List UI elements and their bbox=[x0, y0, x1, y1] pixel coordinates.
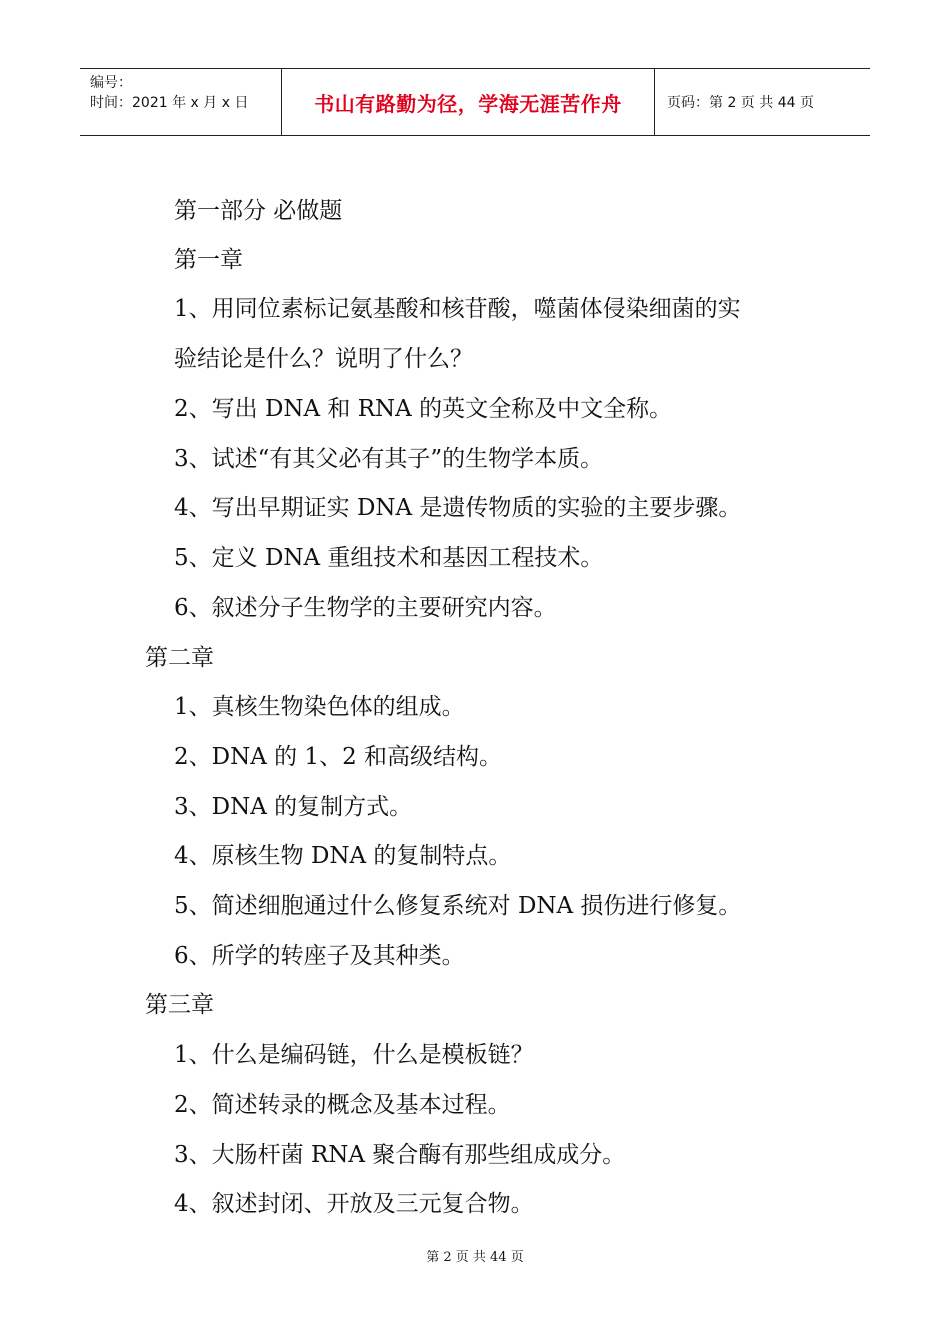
ch2-question-1: 1、真核生物染色体的组成。 bbox=[174, 694, 465, 720]
document-date: 时间：2021 年 x 月 x 日 bbox=[90, 95, 249, 111]
chapter-2-title: 第二章 bbox=[145, 645, 214, 671]
ch1-question-1-line-1: 1、用同位素标记氨基酸和核苷酸，噬菌体侵染细菌的实 bbox=[174, 296, 741, 322]
ch2-question-6: 6、所学的转座子及其种类。 bbox=[174, 943, 465, 969]
page-footer: 第 2 页 共 44 页 bbox=[426, 1250, 524, 1265]
header-meta-cell bbox=[80, 69, 282, 135]
ch1-question-4: 4、写出早期证实 DNA 是遗传物质的实验的主要步骤。 bbox=[174, 495, 742, 521]
ch1-question-2: 2、写出 DNA 和 RNA 的英文全称及中文全称。 bbox=[174, 396, 673, 422]
ch3-question-3: 3、大肠杆菌 RNA 聚合酶有那些组成成分。 bbox=[174, 1142, 626, 1168]
page-header bbox=[80, 68, 870, 136]
ch2-question-3: 3、DNA 的复制方式。 bbox=[174, 794, 413, 820]
document-number-label: 编号： bbox=[90, 75, 132, 91]
ch1-question-3: 3、试述“有其父必有其子”的生物学本质。 bbox=[174, 446, 604, 472]
ch1-question-1-line-2: 验结论是什么？说明了什么？ bbox=[174, 346, 473, 372]
ch3-question-1: 1、什么是编码链，什么是模板链？ bbox=[174, 1042, 534, 1068]
part-title: 第一部分 必做题 bbox=[174, 198, 343, 224]
chapter-3-title: 第三章 bbox=[145, 992, 214, 1018]
chapter-1-title: 第一章 bbox=[174, 247, 243, 273]
ch2-question-4: 4、原核生物 DNA 的复制特点。 bbox=[174, 843, 512, 869]
header-motto: 书山有路勤为径，学海无涯苦作舟 bbox=[282, 69, 655, 135]
ch2-question-5: 5、简述细胞通过什么修复系统对 DNA 损伤进行修复。 bbox=[174, 893, 742, 919]
ch3-question-2: 2、简述转录的概念及基本过程。 bbox=[174, 1092, 511, 1118]
ch2-question-2: 2、DNA 的 1、2 和高级结构。 bbox=[174, 744, 503, 770]
ch3-question-4: 4、叙述封闭、开放及三元复合物。 bbox=[174, 1191, 534, 1217]
header-page-info: 页码：第 2 页 共 44 页 bbox=[667, 95, 814, 111]
ch1-question-5: 5、定义 DNA 重组技术和基因工程技术。 bbox=[174, 545, 604, 571]
ch1-question-6: 6、叙述分子生物学的主要研究内容。 bbox=[174, 595, 557, 621]
